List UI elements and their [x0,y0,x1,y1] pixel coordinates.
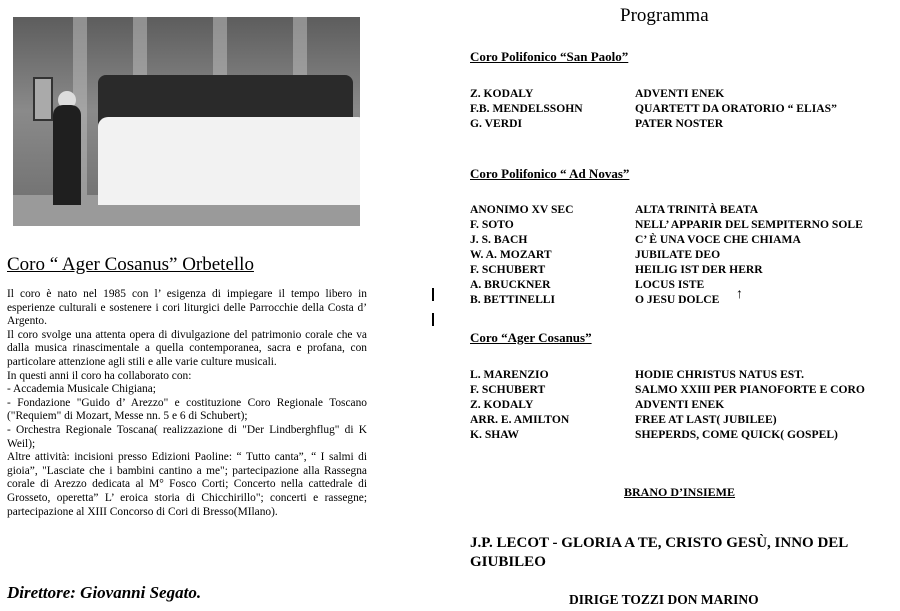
piece: SHEPERDS, COME QUICK( GOSPEL) [635,428,838,441]
composer: Z. KODALY [470,398,534,411]
program-row [470,247,895,262]
composer: F. SCHUBERT [470,383,546,396]
composer: L. MARENZIO [470,368,549,381]
choir-photo [13,17,360,226]
piece: PATER NOSTER [635,117,724,130]
fold-mark [432,313,434,326]
bio-paragraph: In questi anni il coro ha collaborato con: [7,369,192,382]
composer: A. BRUCKNER [470,278,551,291]
bio-paragraph: - Orchestra Regionale Toscana( realizzazione di "Der Lindberghflug" di K Weil); [7,423,367,450]
piece: LOCUS ISTE [635,278,705,291]
piece: HODIE CHRISTUS NATUS EST. [635,368,805,381]
program-row [470,277,895,292]
bio-paragraph: - Accademia Musicale Chigiana; [7,383,156,396]
program-row [470,382,895,397]
composer: F. SCHUBERT [470,263,546,276]
piece: O JESU DOLCE [635,293,720,306]
program-row [470,86,895,101]
piece: JUBILATE DEO [635,248,721,261]
program-row [470,116,895,131]
composer: ARR. E. AMILTON [470,413,570,426]
program-row [470,202,895,217]
fold-mark [432,288,434,301]
bio-paragraph: Il coro svolge una attenta opera di divulgazione del patrimonio corale che va dalla musica rinascimentale a quella contemporanea, sacra e profana, con particolare attenzione agli stili e alle varie culture musicali. [7,328,367,368]
composer: K. SHAW [470,428,519,441]
piece: NELL’ APPARIR DEL SEMPITERNO SOLE [635,218,863,231]
piece: FREE AT LAST( JUBILEE) [635,413,777,426]
brano-heading: BRANO D’INSIEME [624,485,736,499]
section-title: Coro “Ager Cosanus” [470,330,592,345]
program-row [470,232,895,247]
piece: ADVENTI ENEK [635,87,725,100]
bio-paragraph: Altre attività: incisioni presso Edizioni Paoline: “ Tutto canta”, “ I salmi di gioia”, "Lasciate che i bambini cantino a me"; partecipazione alla Rassegna corale di Arezzo dedicata al M° Fosco Corti; Concerto nella cattedrale di Grosseto, operetta” L’ eroica storia di Chicchirillo"; concerti e rassegne; partecipazione al XIII Concorso di Cori di Bresso(MIlano). [7,451,367,518]
piece: SALMO XXIII PER PIANOFORTE E CORO [635,383,865,396]
program-row [470,397,895,412]
piece: ALTA TRINITÀ BEATA [635,203,759,216]
composer: Z. KODALY [470,87,534,100]
composer: W. A. MOZART [470,248,552,261]
piece: HEILIG IST DER HERR [635,263,763,276]
piece: C’ È UNA VOCE CHE CHIAMA [635,233,801,246]
program-row [470,262,895,277]
composer: F.B. MENDELSSOHN [470,102,583,115]
section-rows [470,86,895,131]
program-row [470,217,895,232]
choir-bio [7,288,367,519]
final-piece: J.P. LECOT - GLORIA A TE, CRISTO GESÙ, INNO DEL GIUBILEO [470,535,848,570]
composer: F. SOTO [470,218,514,231]
bio-paragraph: Il coro è nato nel 1985 con l’ esigenza di impiegare il tempo libero in esperienze culturali e sostenere i cori liturgici delle Parrocchie della Costa d’ Argento. [7,288,367,328]
piece: QUARTETT DA ORATORIO “ ELIAS” [635,102,837,115]
piece: ADVENTI ENEK [635,398,725,411]
composer: B. BETTINELLI [470,293,556,306]
program-row [470,292,895,307]
section-title: Coro Polifonico “San Paolo” [470,49,629,64]
program-row [470,101,895,116]
section-title: Coro Polifonico “ Ad Novas” [470,166,630,181]
program-row [470,412,895,427]
section-rows [470,202,895,307]
director: Direttore: Giovanni Segato. [7,583,202,602]
dirige: DIRIGE TOZZI DON MARINO [569,592,759,607]
program-row [470,427,895,442]
choir-title: Coro “ Ager Cosanus” Orbetello [7,254,254,275]
composer: G. VERDI [470,117,522,130]
section-rows [470,367,895,442]
composer: ANONIMO XV SEC [470,203,574,216]
programme-title: Programma [620,5,709,26]
bio-paragraph: - Fondazione "Guido d’ Arezzo" e costituzione Coro Regionale Toscano ("Requiem" di Mozart, Messe nn. 5 e 6 di Schubert); [7,396,367,423]
program-row [470,367,895,382]
composer: J. S. BACH [470,233,528,246]
arrow-up-icon: ↑ [736,287,743,302]
